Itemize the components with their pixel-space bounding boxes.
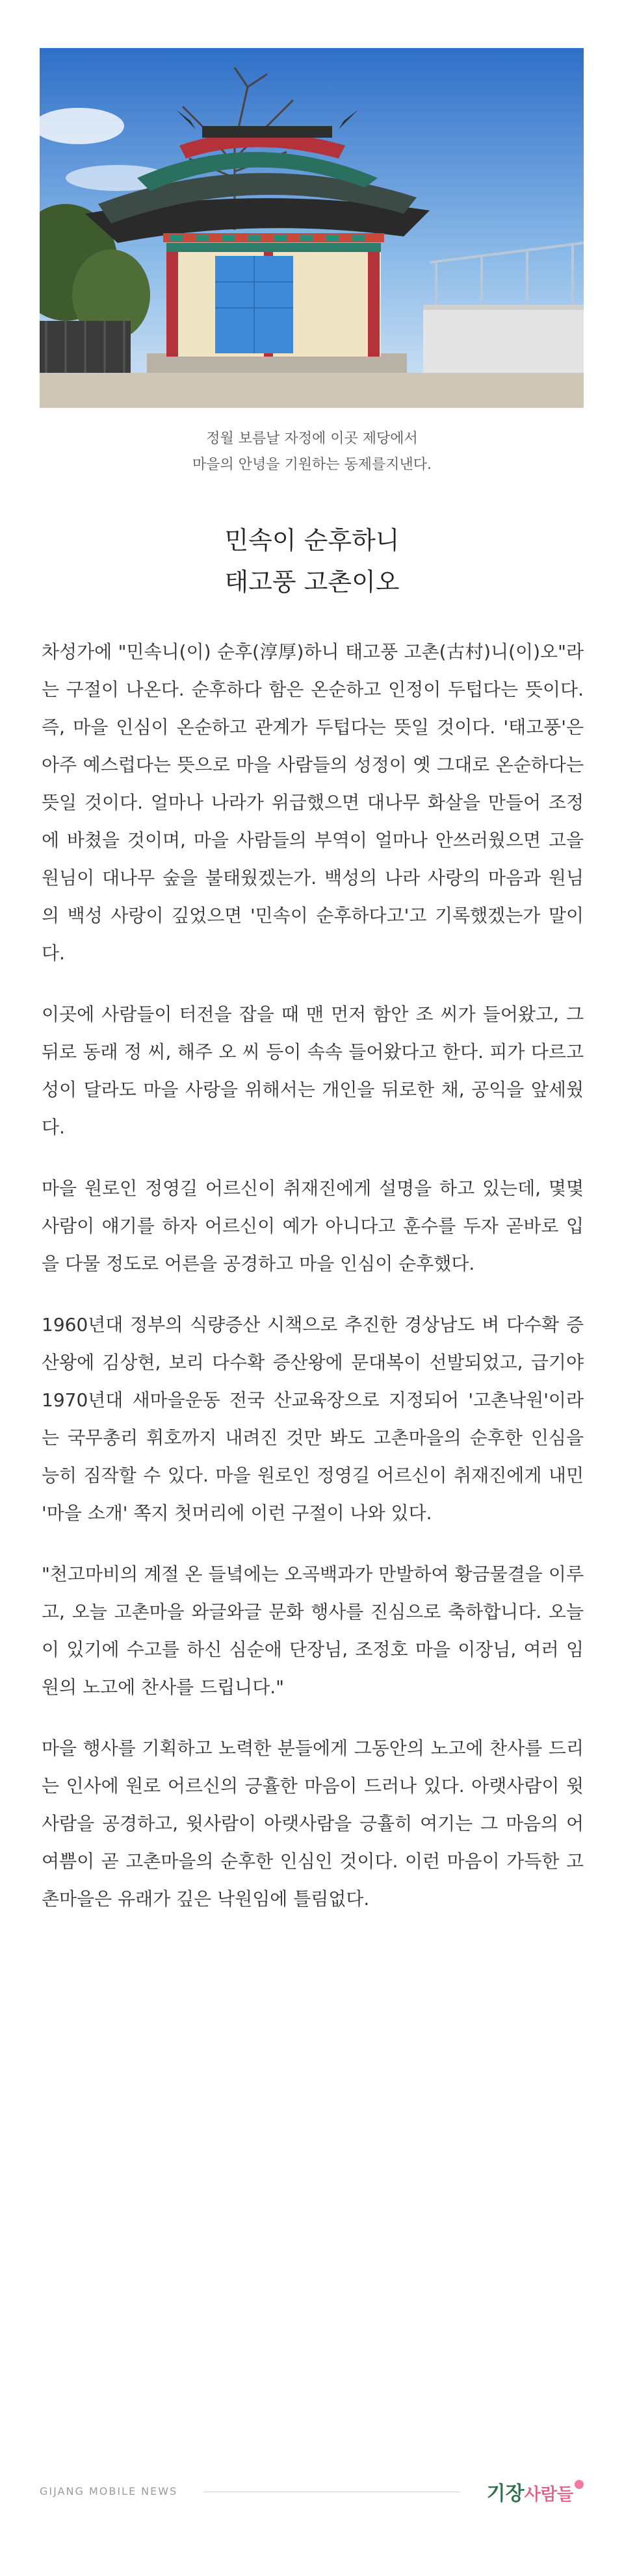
title-line-1: 민속이 순후하니 — [224, 526, 400, 555]
paragraph-5: "천고마비의 계절 온 들녘에는 오곡백과가 만발하여 황금물결을 이루고, 오늘 고촌마을 와글와글 문화 행사를 진심으로 축하합니다. 오늘이 있기에 수고를 하신 심순애 단장님, 조정호 마을 이장님, 여러 임원의 노고에 찬사를 드립니다." — [42, 1563, 584, 1698]
title-line-2: 태고풍 고촌이오 — [224, 568, 400, 596]
photo-caption — [0, 426, 624, 478]
caption-line-2: 마을의 안녕을 기원하는 동제를지낸다. — [192, 457, 432, 473]
gijang-people-logo — [487, 2477, 584, 2507]
flower-icon — [575, 2480, 584, 2489]
article-title — [0, 520, 624, 603]
paragraph-3: 마을 원로인 정영길 어르신이 취재진에게 설명을 하고 있는데, 몇몇 사람이 얘기를 하자 어르신이 예가 아니다고 훈수를 두자 곧바로 입을 다물 정도로 어른을 공경하고 마을 인심이 순후했다. — [42, 1178, 584, 1274]
logo-part-2: 사람들 — [524, 2485, 573, 2505]
logo-part-1: 기장 — [486, 2482, 525, 2505]
caption-line-1: 정월 보름날 자정에 이곳 제당에서 — [206, 431, 418, 447]
paragraph-4: 1960년대 정부의 식량증산 시책으로 추진한 경상남도 벼 다수확 증산왕에 김상현, 보리 다수확 증산왕에 문대복이 선발되었고, 급기야 1970년대 새마을운동 전국 산교육장으로 지정되어 '고촌낙원'이라는 국무총리 휘호까지 내려진 것만 봐도 고촌마을의 순후한 인심을 능히 짐작할 수 있다. 마을 원로인 정영길 어르신이 취재진에게 내민 '마을 소개' 쪽지 첫머리에 이런 구절이 나와 있다. — [42, 1314, 584, 1524]
shrine-photo — [40, 48, 584, 408]
paragraph-6: 마을 행사를 기획하고 노력한 분들에게 그동안의 노고에 찬사를 드리는 인사에 원로 어르신의 긍휼한 마음이 드러나 있다. 아랫사람이 윗사람을 공경하고, 윗사람이 아랫사람을 긍휼히 여기는 그 마음의 어여쁨이 곧 고촌마을의 순후한 인심인 것이다. 이런 마음이 가득한 고촌마을은 유래가 깊은 낙원임에 틀림없다. — [42, 1737, 584, 1910]
paragraph-1: 차성가에 "민속니(이) 순후(淳厚)하니 태고풍 고촌(古村)니(이)오"라는 구절이 나온다. 순후하다 함은 온순하고 인정이 두텁다는 뜻이다. 즉, 마을 인심이 온순하고 관계가 두텁다는 뜻일 것이다. '태고풍'은 아주 예스럽다는 뜻으로 마을 사람들의 성정이 옛 그대로 온순하다는 뜻일 것이다. 얼마나 나라가 위급했으면 대나무 화살을 만들어 조정에 바쳤을 것이며, 마을 사람들의 부역이 얼마나 안쓰러웠으면 고을 원님이 대나무 숲을 불태웠겠는가. 백성의 나라 사랑의 마음과 원님의 백성 사랑이 깊었으면 '민속이 순후하다고'고 기록했겠는가 말이다. — [42, 641, 584, 964]
footer-publication-name: GIJANG MOBILE NEWS — [40, 2485, 178, 2497]
paragraph-2: 이곳에 사람들이 터전을 잡을 때 맨 먼저 함안 조 씨가 들어왔고, 그 뒤로 동래 정 씨, 해주 오 씨 등이 속속 들어왔다고 한다. 피가 다르고 성이 달라도 마을 사랑을 위해서는 개인을 뒤로한 채, 공익을 앞세웠다. — [42, 1004, 584, 1138]
article-body — [42, 633, 584, 1918]
footer — [40, 2477, 584, 2510]
